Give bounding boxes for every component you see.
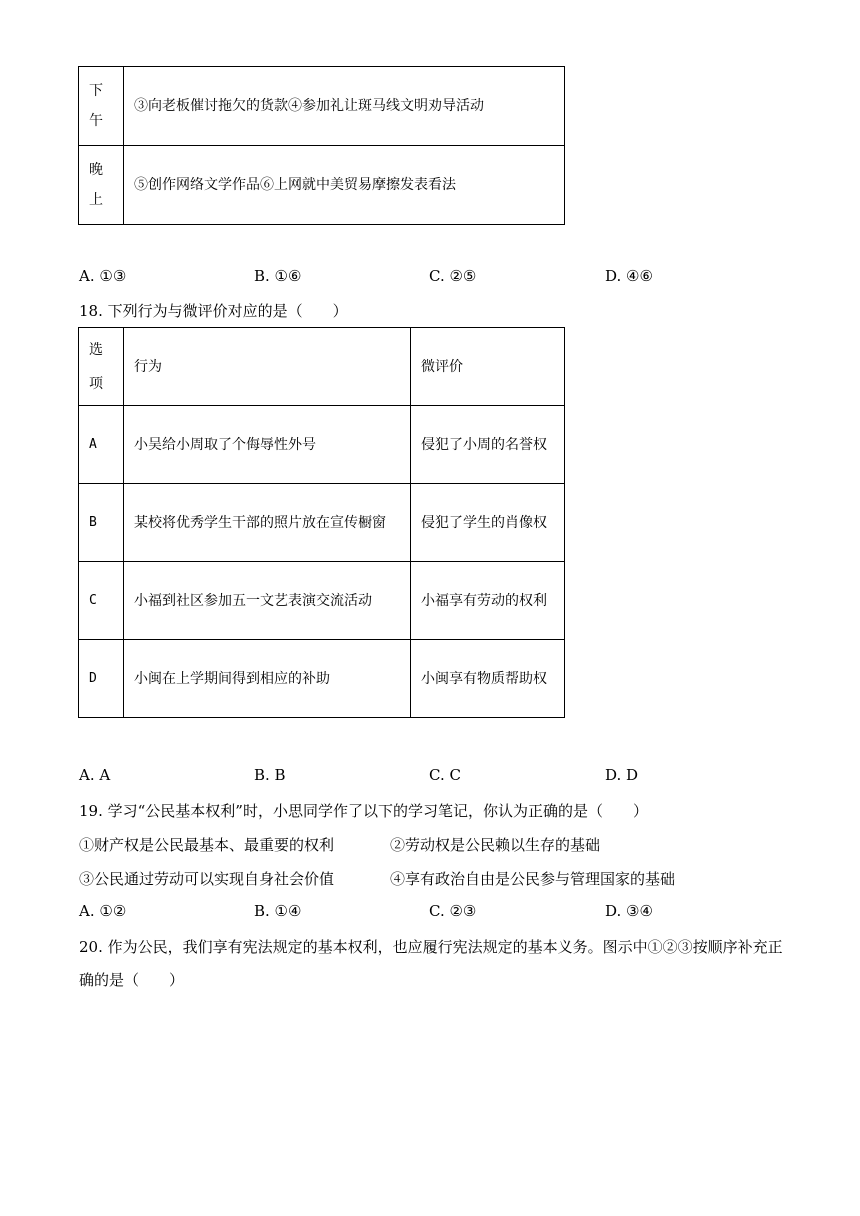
q19-stem: 19. 学习“公民基本权利”时，小思同学作了以下的学习笔记，你认为正确的是（ ） — [79, 802, 648, 820]
header-option: 选项 — [79, 328, 124, 406]
time-cell: 晚上 — [79, 146, 124, 225]
q18-option-c: C. C — [429, 766, 461, 784]
q17-option-a: A. ①③ — [79, 267, 127, 285]
q17-option-b: B. ①⑥ — [254, 267, 302, 285]
q18-stem: 18. 下列行为与微评价对应的是（ ） — [79, 302, 348, 320]
q19-option-d: D. ③④ — [605, 902, 653, 920]
comment-cell: 侵犯了小周的名誉权 — [411, 406, 565, 484]
comment-cell: 小闽享有物质帮助权 — [411, 640, 565, 718]
behavior-cell: 小吴给小周取了个侮辱性外号 — [124, 406, 411, 484]
content-cell: ③向老板催讨拖欠的货款④参加礼让斑马线文明劝导活动 — [124, 67, 565, 146]
q18-option-d: D. D — [605, 766, 639, 784]
option-cell: C — [79, 562, 124, 640]
comment-cell: 侵犯了学生的肖像权 — [411, 484, 565, 562]
q17-option-d: D. ④⑥ — [605, 267, 653, 285]
table-row — [79, 562, 565, 640]
comment-cell: 小福享有劳动的权利 — [411, 562, 565, 640]
q17-option-c: C. ②⑤ — [429, 267, 477, 285]
header-behavior: 行为 — [124, 328, 411, 406]
behavior-cell: 小福到社区参加五一文艺表演交流活动 — [124, 562, 411, 640]
table-header-row — [79, 328, 565, 406]
table-row — [79, 406, 565, 484]
q19-statement-3: ③公民通过劳动可以实现自身社会价值 — [79, 870, 335, 888]
q19-statement-1: ①财产权是公民最基本、最重要的权利 — [79, 836, 335, 854]
q17-schedule-table — [78, 66, 565, 225]
q19-option-b: B. ①④ — [254, 902, 302, 920]
table-row — [79, 146, 565, 225]
q20-stem-line1: 20. 作为公民，我们享有宪法规定的基本权利，也应履行宪法规定的基本义务。图示中①②③按顺序补充正 — [79, 938, 783, 956]
q20-stem-line2: 确的是（ ） — [79, 971, 185, 989]
q19-option-c: C. ②③ — [429, 902, 477, 920]
q18-option-a: A. A — [79, 766, 111, 784]
q19-option-a: A. ①② — [79, 902, 127, 920]
table-row — [79, 67, 565, 146]
q18-option-b: B. B — [254, 766, 286, 784]
content-cell: ⑤创作网络文学作品⑥上网就中美贸易摩擦发表看法 — [124, 146, 565, 225]
q19-statement-2: ②劳动权是公民赖以生存的基础 — [390, 836, 601, 854]
option-cell: D — [79, 640, 124, 718]
q18-table — [78, 327, 565, 718]
behavior-cell: 某校将优秀学生干部的照片放在宣传橱窗 — [124, 484, 411, 562]
table-row — [79, 640, 565, 718]
q19-statement-4: ④享有政治自由是公民参与管理国家的基础 — [390, 870, 676, 888]
table-row — [79, 484, 565, 562]
option-cell: B — [79, 484, 124, 562]
header-comment: 微评价 — [411, 328, 565, 406]
option-cell: A — [79, 406, 124, 484]
behavior-cell: 小闽在上学期间得到相应的补助 — [124, 640, 411, 718]
time-cell: 下午 — [79, 67, 124, 146]
